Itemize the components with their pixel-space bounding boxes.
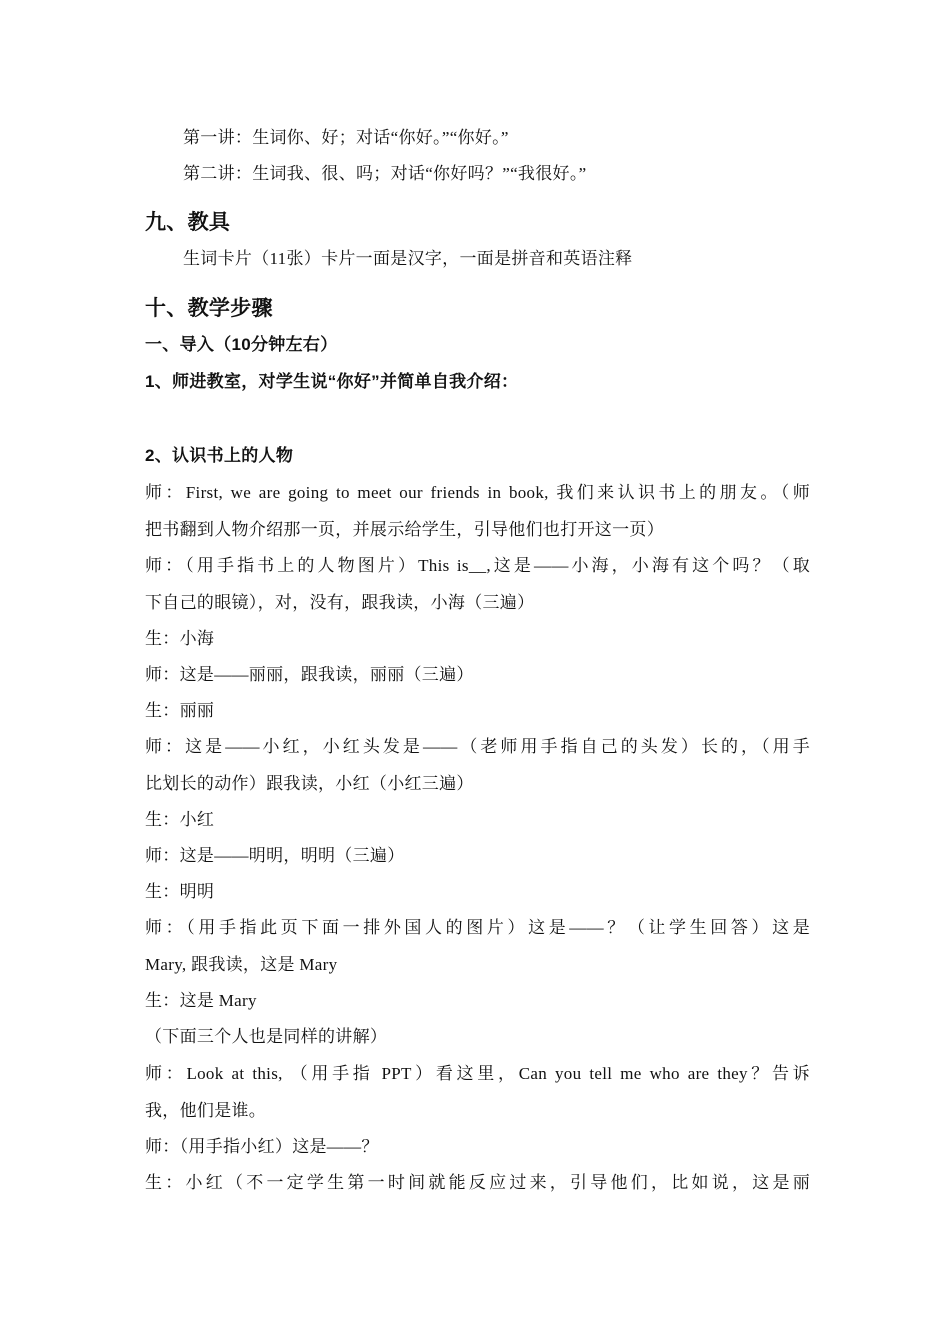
dialogue-line: （下面三个人也是同样的讲解） — [145, 1027, 388, 1046]
dialogue-line: 我，他们是谁。 — [145, 1101, 267, 1120]
dialogue-line: 生：丽丽 — [145, 701, 215, 720]
teaching-aids-text: 生词卡片（11张）卡片一面是汉字，一面是拼音和英语注释 — [183, 249, 633, 268]
dialogue-line: 师：（用手指书上的人物图片）This is__,这是——小海，小海有这个吗？（取 — [145, 556, 810, 575]
dialogue-line: 下自己的眼镜），对，没有，跟我读，小海（三遍） — [145, 593, 535, 612]
dialogue-line: 比划长的动作）跟我读，小红（小红三遍） — [145, 774, 474, 793]
dialogue-line: 生：小红（不一定学生第一时间就能反应过来，引导他们，比如说，这是丽 — [145, 1173, 810, 1192]
dialogue-line: 生：小红 — [145, 810, 215, 829]
dialogue-line: 生：这是 Mary — [145, 991, 257, 1010]
section-heading-teaching-steps: 十、教学步骤 — [145, 297, 273, 320]
dialogue-line: 生：明明 — [145, 882, 215, 901]
dialogue-line: 师：（用手指小红）这是——？ — [145, 1137, 379, 1156]
dialogue-line: 把书翻到人物介绍那一页，并展示给学生，引导他们也打开这一页） — [145, 520, 664, 539]
step-1-heading: 1、师进教室，对学生说“你好”并简单自我介绍： — [145, 372, 519, 391]
dialogue-line: 师：这是——明明，明明（三遍） — [145, 846, 405, 865]
lesson-line-1: 第一讲：生词你、好；对话“你好。”“你好。” — [183, 128, 509, 147]
dialogue-line: 师：First, we are going to meet our friends in book, 我们来认识书上的朋友。（师 — [145, 483, 810, 502]
step-2-heading: 2、认识书上的人物 — [145, 446, 294, 465]
subheading-introduction: 一、导入（10分钟左右） — [145, 335, 338, 354]
dialogue-line: 师：Look at this, （用手指 PPT）看这里，Can you tell me who are they？告诉 — [145, 1064, 810, 1083]
section-heading-teaching-aids: 九、教具 — [145, 211, 231, 234]
lesson-line-2: 第二讲：生词我、很、吗；对话“你好吗？”“我很好。” — [183, 164, 587, 183]
dialogue-line: Mary, 跟我读，这是 Mary — [145, 955, 338, 974]
dialogue-line: 师：这是——丽丽，跟我读，丽丽（三遍） — [145, 665, 474, 684]
dialogue-line: 生：小海 — [145, 629, 215, 648]
dialogue-line: 师：（用手指此页下面一排外国人的图片）这是——？（让学生回答）这是 — [145, 918, 810, 937]
dialogue-line: 师：这是——小红，小红头发是——（老师用手指自己的头发）长的，（用手 — [145, 737, 810, 756]
